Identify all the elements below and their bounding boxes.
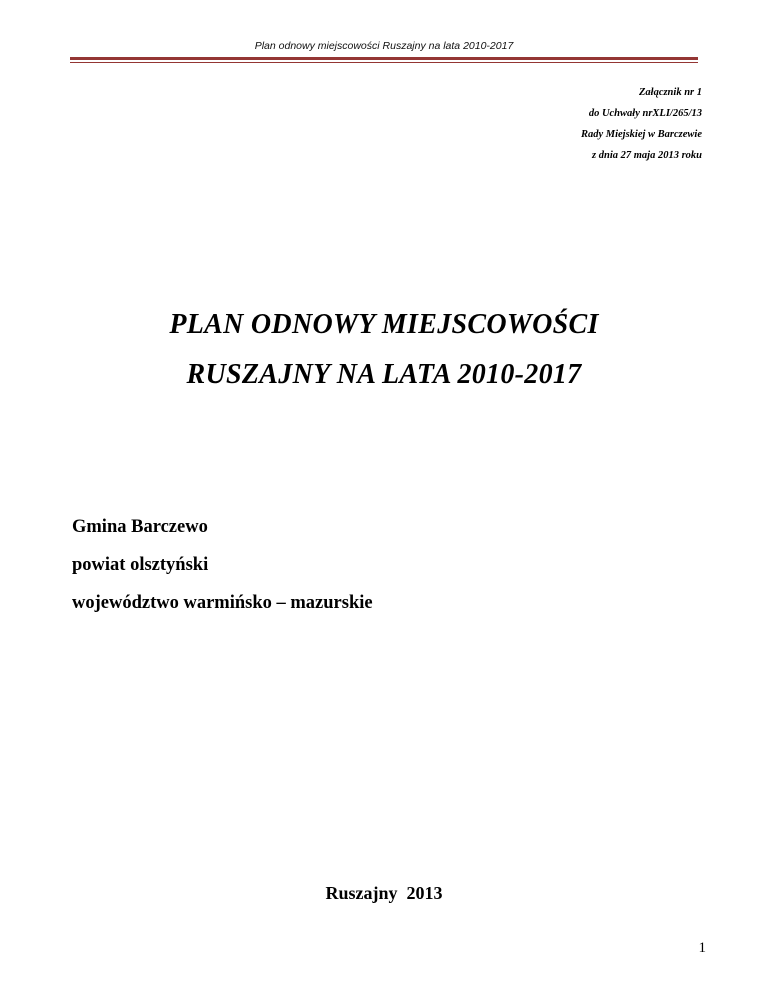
document-title — [0, 300, 768, 400]
commune-name: Gmina Barczewo — [72, 517, 208, 537]
annex-number: Załącznik nr 1 — [638, 87, 702, 98]
title-line-1: PLAN ODNOWY MIEJSCOWOŚCI — [169, 309, 599, 340]
annex-council: Rady Miejskiej w Barczewie — [580, 129, 702, 140]
voivodeship-name: województwo warmińsko – mazurskie — [72, 593, 373, 613]
annex-block — [581, 82, 702, 166]
annex-resolution: do Uchwały nrXLI/265/13 — [588, 108, 702, 119]
header-rule-thin — [70, 62, 698, 63]
administrative-block — [72, 508, 373, 622]
running-header: Plan odnowy miejscowości Ruszajny na lata 2010-2017 — [254, 40, 514, 52]
header-rule-thick — [70, 57, 698, 60]
county-name: powiat olsztyński — [72, 555, 209, 575]
page-number: 1 — [698, 940, 706, 956]
title-line-2: RUSZAJNY NA LATA 2010-2017 — [186, 359, 582, 390]
annex-date: z dnia 27 maja 2013 roku — [592, 150, 702, 161]
place-and-year: Ruszajny 2013 — [325, 883, 443, 903]
